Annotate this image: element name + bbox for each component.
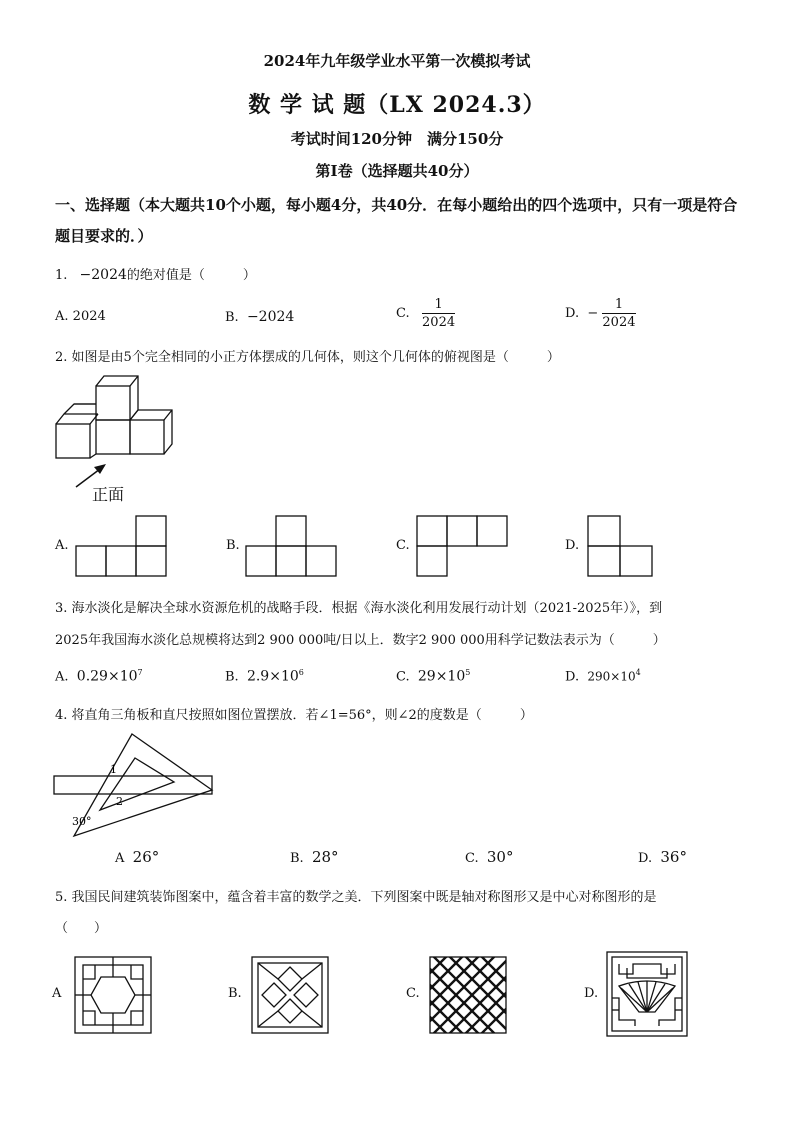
answer-paren: ）: [519, 708, 533, 723]
exponent: 7: [137, 668, 143, 677]
option-label: C.: [465, 851, 479, 866]
q4-option-d[interactable]: [638, 848, 687, 866]
option-label: D.: [565, 306, 580, 321]
question-2: [55, 346, 560, 365]
exponent: 6: [298, 668, 304, 677]
q5-option-d-pattern[interactable]: [605, 950, 691, 1040]
front-label: 正面: [92, 485, 125, 504]
q2-option-d-figure[interactable]: [587, 514, 657, 578]
option-label: B.: [225, 669, 239, 685]
option-label: D.: [565, 669, 580, 685]
q3-option-a[interactable]: [55, 668, 143, 684]
question-text: 将直角三角板和直尺按照如图位置摆放．若∠1=56°，则∠2的度数是（: [71, 708, 482, 723]
q5-option-a-pattern[interactable]: [73, 955, 155, 1037]
question-5-paren: （ ）: [55, 921, 108, 936]
question-text: 的绝对值是（: [126, 268, 205, 283]
q5-option-c-label[interactable]: C.: [406, 986, 420, 1001]
fraction: [422, 296, 455, 331]
q4-option-a[interactable]: [115, 848, 159, 866]
q5-option-d-label[interactable]: D.: [584, 986, 599, 1001]
option-label: A.: [55, 669, 69, 685]
q2-option-b-figure[interactable]: [245, 514, 340, 578]
q2-option-d-label[interactable]: D.: [565, 538, 580, 553]
q4-option-b[interactable]: [290, 848, 339, 866]
exam-title: 2024年九年级学业水平第一次模拟考试: [263, 52, 531, 70]
answer-paren: ）: [546, 350, 560, 365]
fraction: [602, 296, 635, 331]
option-label: A: [115, 851, 125, 866]
q5-option-a-label[interactable]: A: [52, 986, 62, 1001]
exponent: 5: [465, 668, 471, 677]
triangle-ruler-figure: [50, 730, 220, 840]
minus-sign: −: [587, 306, 599, 321]
q1-option-b[interactable]: [225, 309, 294, 325]
question-text-line2: 2025年我国海水淡化总规模将达到2 900 000吨/日以上．数字2 900 000用科学记数法表示为（: [55, 633, 615, 648]
option-value: 2.9×10: [246, 668, 299, 685]
section-heading: 一、选择题（本大题共10个小题，每小题4分，共40分．在每小题给出的四个选项中，只有一项是符合题目要求的．）: [55, 196, 738, 245]
q3-option-c[interactable]: [396, 668, 470, 684]
question-5: [55, 886, 657, 905]
q1-option-c[interactable]: [396, 296, 455, 331]
option-label: C.: [396, 669, 410, 685]
q1-option-a[interactable]: [55, 309, 106, 324]
numerator: 1: [422, 296, 455, 314]
question-number: 4.: [55, 708, 68, 723]
q2-option-a-figure[interactable]: [75, 514, 170, 578]
option-value: 30°: [486, 848, 514, 866]
question-number: 5.: [55, 890, 68, 905]
option-value: 36°: [660, 848, 687, 866]
numerator: 1: [602, 296, 635, 314]
option-value: 0.29×10: [76, 668, 138, 685]
option-value: 2024: [72, 309, 106, 324]
option-value: 28°: [311, 848, 339, 866]
subject-title: 数 学 试 题（LX 2024.3）: [248, 92, 546, 118]
option-value: 26°: [132, 848, 160, 866]
denominator: 2024: [602, 315, 636, 330]
option-value: −2024: [246, 309, 295, 325]
answer-paren: ）: [242, 268, 256, 283]
option-value: 29×10: [417, 668, 466, 685]
question-text-line1: 海水淡化是解决全球水资源危机的战略手段．根据《海水淡化利用发展行动计划（2021-2025年）》，到: [71, 601, 663, 616]
question-text: 我国民间建筑装饰图案中，蕴含着丰富的数学之美．下列图案中既是轴对称图形又是中心对称图形的是: [71, 890, 657, 905]
question-3-line2: [55, 629, 666, 648]
option-label: B.: [225, 310, 239, 325]
option-label: C.: [396, 306, 410, 321]
volume-heading: 第I卷（选择题共40分）: [315, 162, 479, 180]
question-number: 1.: [55, 268, 68, 283]
option-label: D.: [638, 851, 653, 866]
option-value: 290×10: [587, 669, 636, 684]
q2-option-a-label[interactable]: A.: [55, 538, 69, 553]
exponent: 4: [635, 668, 641, 677]
answer-paren: ）: [652, 633, 666, 648]
q3-option-b[interactable]: [225, 668, 304, 684]
q4-option-c[interactable]: [465, 848, 513, 866]
exam-info: 考试时间120分钟 满分150分: [290, 130, 504, 148]
q5-option-b-label[interactable]: B.: [228, 986, 242, 1001]
angle-1-label: 1: [110, 763, 117, 776]
question-4: [55, 704, 533, 723]
question-number: 2.: [55, 350, 68, 365]
option-label: B.: [290, 851, 304, 866]
question-3: [55, 597, 662, 616]
question-number: 3.: [55, 601, 68, 616]
angle-30-label: 30°: [72, 815, 92, 828]
denominator: 2024: [422, 315, 456, 330]
question-text: 如图是由5个完全相同的小正方体摆成的几何体，则这个几何体的俯视图是（: [71, 350, 509, 365]
q3-option-d[interactable]: [565, 668, 641, 684]
option-label: A.: [55, 309, 69, 324]
math-expression: −2024: [79, 267, 127, 283]
question-1: [55, 264, 256, 283]
q5-option-c-pattern[interactable]: [428, 955, 510, 1037]
angle-2-label: 2: [116, 795, 123, 808]
q2-option-b-label[interactable]: B.: [226, 538, 240, 553]
q2-option-c-figure[interactable]: [416, 514, 511, 578]
q2-option-c-label[interactable]: C.: [396, 538, 410, 553]
q5-option-b-pattern[interactable]: [250, 955, 332, 1037]
q1-option-d[interactable]: [565, 296, 636, 331]
